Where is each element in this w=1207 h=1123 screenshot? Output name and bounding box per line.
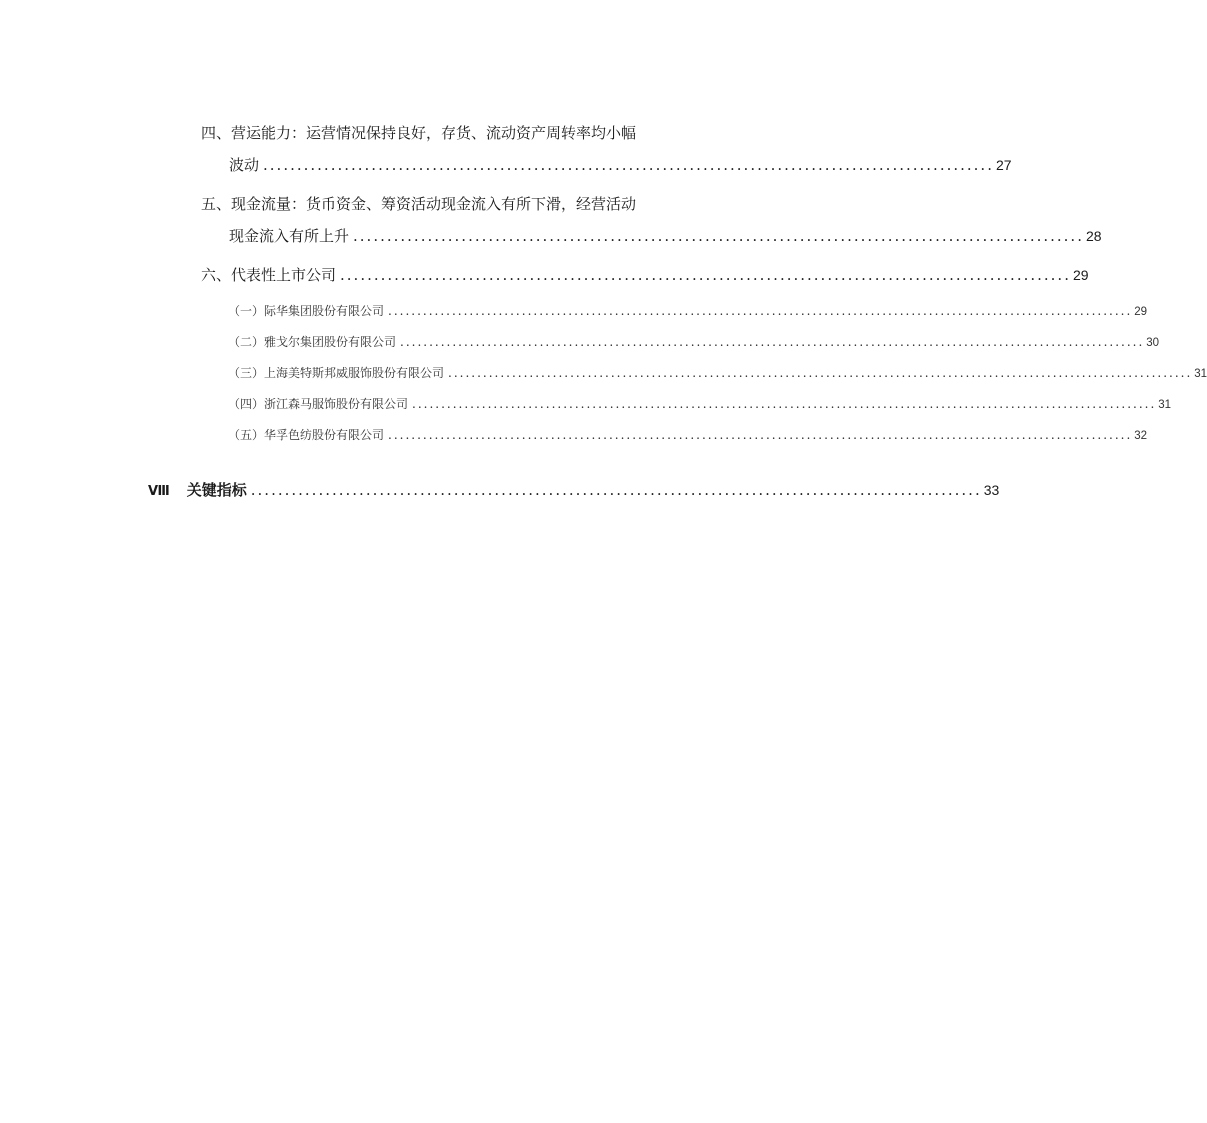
toc-subentry-1[interactable]	[228, 302, 1148, 319]
page-number: 28	[1085, 228, 1102, 244]
toc-entry-text: 六、代表性上市公司	[201, 266, 337, 284]
page-number: 29	[1072, 267, 1089, 283]
page-number: 33	[983, 482, 1000, 498]
toc-subentry-4[interactable]	[228, 395, 1172, 412]
page-number: 29	[1134, 306, 1148, 318]
toc-entry-4-line2[interactable]	[229, 154, 1012, 175]
toc-entry-5-line1[interactable]	[201, 193, 691, 214]
dot-leader: ................................................................................................................................	[448, 366, 1193, 380]
toc-entry-5-line2[interactable]	[229, 225, 1102, 246]
toc-chapter-8[interactable]	[148, 479, 1000, 500]
toc-subentry-text: （四）浙江森马服饰股份有限公司	[228, 397, 409, 411]
dot-leader: ................................................................................................................................	[388, 428, 1133, 442]
dot-leader: ................................................................................................................................	[412, 397, 1157, 411]
dot-leader: ............................................................................................................	[340, 266, 1071, 284]
page-number: 31	[1158, 399, 1172, 411]
page-number: 30	[1146, 337, 1160, 349]
toc-subentry-5[interactable]	[228, 426, 1148, 443]
toc-entry-6[interactable]	[201, 264, 1089, 285]
toc-entry-text: 五、现金流量：货币资金、筹资活动现金流入有所下滑，经营活动	[201, 195, 637, 213]
toc-subentry-text: （五）华孚色纺股份有限公司	[228, 428, 385, 442]
dot-leader: ............................................................................................................	[250, 481, 982, 499]
toc-subentry-3[interactable]	[228, 364, 1207, 381]
toc-subentry-text: （二）雅戈尔集团股份有限公司	[228, 335, 397, 349]
toc-entry-text: 现金流入有所上升	[229, 227, 350, 245]
toc-subentry-2[interactable]	[228, 333, 1160, 350]
dot-leader: ................................................................................................................................	[400, 335, 1145, 349]
dot-leader: ................................................................................................................................	[388, 304, 1133, 318]
toc-entry-text: 四、营运能力：运营情况保持良好，存货、流动资产周转率均小幅	[201, 124, 637, 142]
toc-entry-4-line1[interactable]	[201, 122, 691, 143]
page-number: 31	[1194, 368, 1207, 380]
chapter-number: Ⅷ	[148, 484, 169, 499]
toc-chapter-text: 关键指标	[186, 481, 247, 499]
page-number: 32	[1134, 430, 1148, 442]
toc-subentry-text: （一）际华集团股份有限公司	[228, 304, 385, 318]
toc-subentry-text: （三）上海美特斯邦威服饰股份有限公司	[228, 366, 445, 380]
page-number: 27	[995, 157, 1012, 173]
toc-entry-text: 波动	[229, 156, 260, 174]
dot-leader: ............................................................................................................	[263, 156, 994, 174]
dot-leader: ............................................................................................................	[353, 227, 1084, 245]
